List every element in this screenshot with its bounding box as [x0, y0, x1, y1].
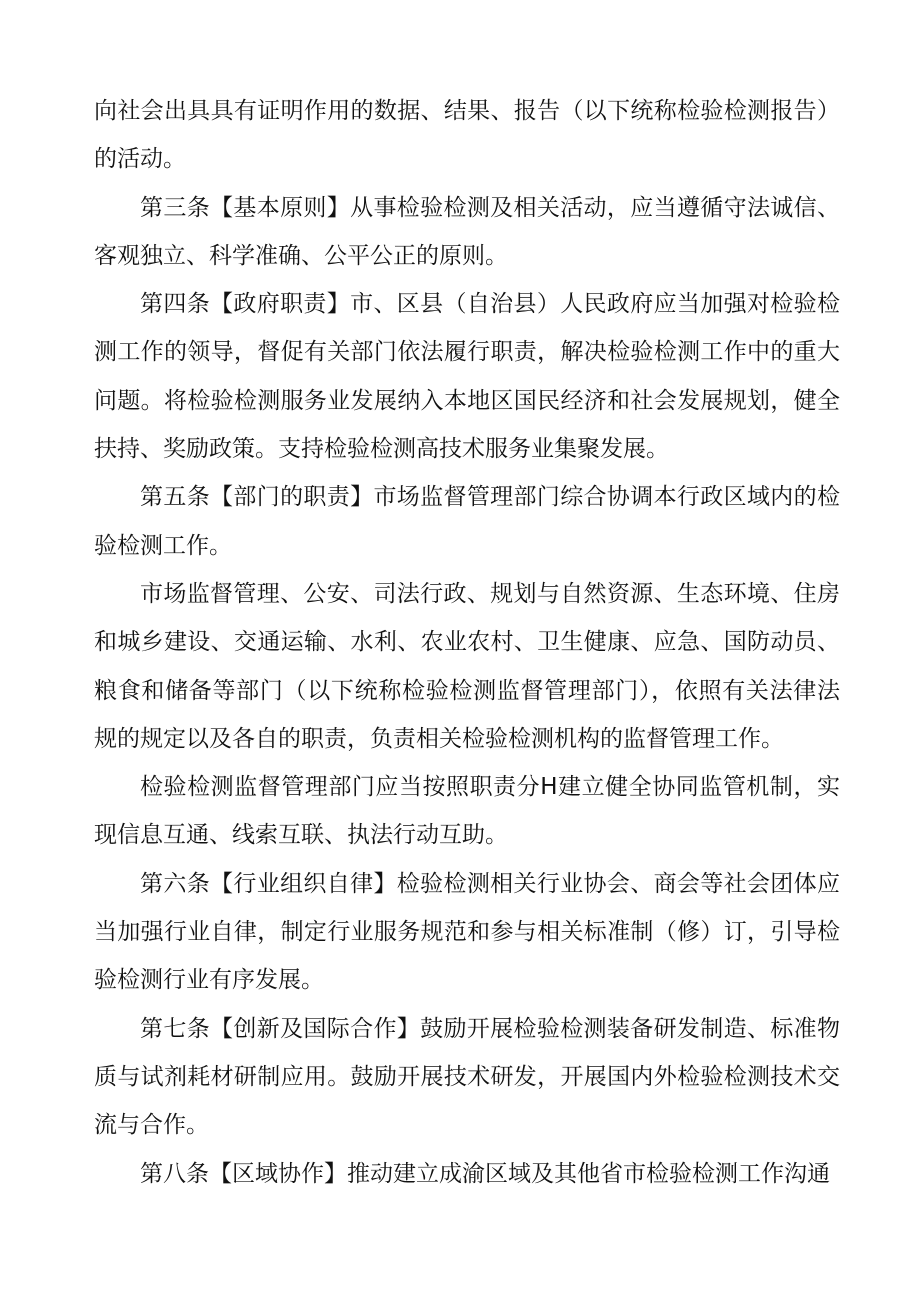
article-7-innovation-cooperation: 第七条【创新及国际合作】鼓励开展检验检测装备研发制造、标准物质与试剂耗材研制应用。鼓励开展技术研发，开展国内外检验检测技术交流与合作。: [94, 1015, 840, 1139]
article-5-department-duties: 第五条【部门的职责】市场监督管理部门综合协调本行政区域内的检验检测工作。: [94, 484, 840, 559]
article-4-government-duties: 第四条【政府职责】市、区县（自治县）人民政府应当加强对检验检测工作的领导，督促有关部门依法履行职责，解决检验检测工作中的重大问题。将检验检测服务业发展纳入本地区国民经济和社会发展规划，健全扶持、奖励政策。支持检验检测高技术服务业集聚发展。: [94, 291, 840, 463]
article-5-paragraph-3: 检验检测监督管理部门应当按照职责分H建立健全协同监管机制，实现信息互通、线索互联、执法行动互助。: [94, 774, 840, 849]
article-8-regional-cooperation: 第八条【区域协作】推动建立成渝区域及其他省市检验检测工作沟通: [140, 1160, 830, 1187]
paragraph-continuation: 向社会出具具有证明作用的数据、结果、报告（以下统称检验检测报告）的活动。: [94, 98, 840, 173]
article-3-basic-principles: 第三条【基本原则】从事检验检测及相关活动，应当遵循守法诚信、客观独立、科学准确、公平公正的原则。: [94, 194, 840, 269]
article-5-paragraph-2: 市场监督管理、公安、司法行政、规划与自然资源、生态环境、住房和城乡建设、交通运输、水利、农业农村、卫生健康、应急、国防动员、粮食和储备等部门（以下统称检验检测监督管理部门），依照有关法律法规的规定以及各自的职责，负责相关检验检测机构的监督管理工作。: [94, 580, 840, 752]
document-page: [94, 87, 840, 1198]
article-6-industry-self-discipline: 第六条【行业组织自律】检验检测相关行业协会、商会等社会团体应当加强行业自律，制定行业服务规范和参与相关标准制（修）订，引导检验检测行业有序发展。: [94, 870, 840, 994]
